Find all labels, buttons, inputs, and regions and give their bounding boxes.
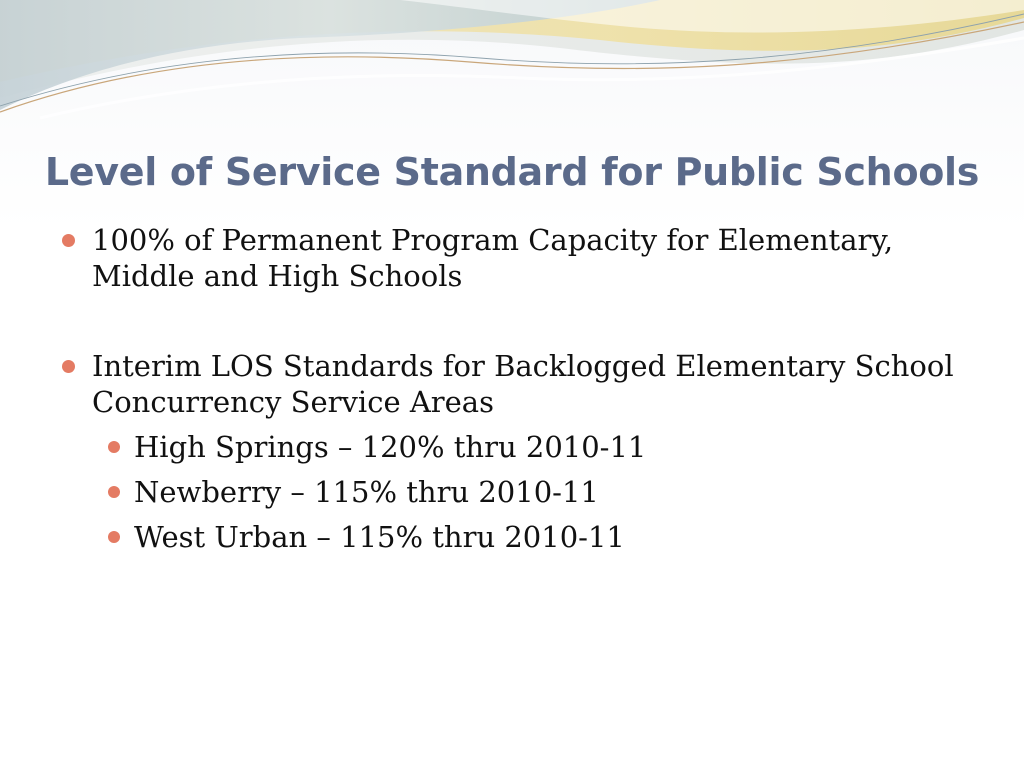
- bullet-dot-icon: [108, 441, 120, 453]
- sub-bullet-text: West Urban – 115% thru 2010-11: [134, 520, 625, 554]
- wave-header-decoration: [0, 0, 1024, 130]
- bullet-item: [60, 348, 960, 420]
- sub-bullet-item: [60, 519, 960, 555]
- sub-bullet-text: High Springs – 120% thru 2010-11: [134, 430, 647, 464]
- bullet-dot-icon: [108, 531, 120, 543]
- bullet-text: Interim LOS Standards for Backlogged Elementary School Concurrency Service Areas: [92, 349, 954, 419]
- sub-bullet-item: [60, 474, 960, 510]
- bullet-text: 100% of Permanent Program Capacity for Elementary, Middle and High Schools: [92, 223, 894, 293]
- slide-title: Level of Service Standard for Public Schools: [44, 150, 980, 194]
- bullet-dot-icon: [62, 360, 75, 373]
- sub-bullet-item: [60, 429, 960, 465]
- sub-bullet-list: [60, 429, 960, 555]
- bullet-dot-icon: [108, 486, 120, 498]
- sub-bullet-text: Newberry – 115% thru 2010-11: [134, 475, 599, 509]
- bullet-item: [60, 222, 960, 294]
- slide-body: [60, 222, 960, 564]
- bullet-dot-icon: [62, 234, 75, 247]
